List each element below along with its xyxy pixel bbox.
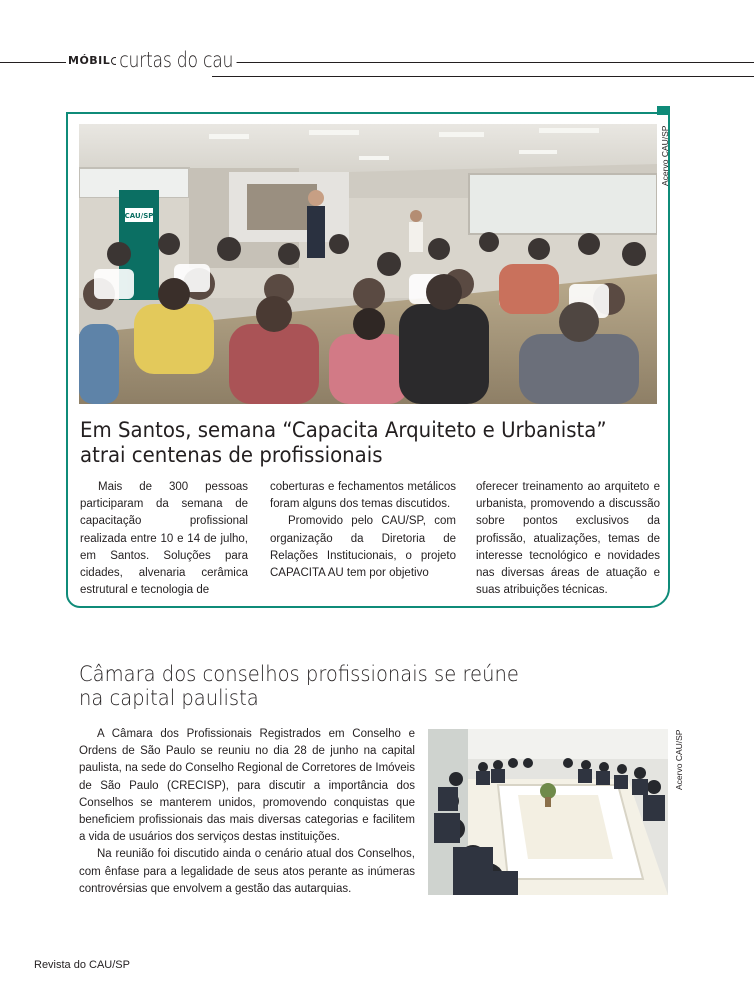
article1-col3-text: oferecer treinamento ao arquiteto e urbanista, promovendo a discussão sobre pontos exclusivos da profissão, atualizações, temas de interesse tecnológico e novidades nas diversas áreas de atuação e suas atribuições técnicas. <box>476 481 660 597</box>
header-rule-right <box>212 76 754 77</box>
article2-title-line1: Câmara dos conselhos profissionais se reúne <box>79 662 519 686</box>
article1-title <box>80 418 625 468</box>
article1-title-line2: atrai centenas de profissionais <box>80 443 383 467</box>
seminar-photo <box>79 124 657 404</box>
article2-body <box>79 726 415 898</box>
article2-title-line2: na capital paulista <box>79 686 259 710</box>
article1-column-1 <box>80 479 248 599</box>
article1-col2-text-a: coberturas e fechamentos metálicos foram alguns dos temas discutidos. <box>270 481 456 511</box>
article1-title-line1: Em Santos, semana “Capacita Arquiteto e Urbanista” <box>80 418 607 442</box>
seminar-photo-illustration <box>79 124 657 404</box>
article1-column-2 <box>270 479 456 582</box>
magazine-logo: MÓBIL <box>66 54 121 67</box>
photo-credit-1: Acervo CAU/SP <box>660 125 670 186</box>
frame-corner-tab <box>657 106 670 115</box>
article2-paragraph-1: A Câmara dos Profissionais Registrados em Conselho e Ordens de São Paulo se reuniu no dia 28 de junho na capital paulista, na sede do Conselho Regional de Corretores de Imóveis de São Paulo (CRECISP), para discutir a importância dos Conselhos se manterem unidos, promovendo conquistas que beneficiem profissionais das mais diversas categorias e facilitem a vida de usuários dos serviços destas instituições. <box>79 728 415 844</box>
article2-title <box>79 662 581 710</box>
section-title: curtas do cau <box>116 48 236 72</box>
page-footer: Revista do CAU/SP <box>34 959 130 971</box>
photo-credit-2: Acervo CAU/SP <box>674 729 684 790</box>
meeting-photo-illustration <box>428 729 668 895</box>
article1-col2-text-b: Promovido pelo CAU/SP, com organização da Diretoria de Relações Institucionais, o projeto CAPACITA AU tem por objetivo <box>270 515 456 580</box>
article2-paragraph-2: Na reunião foi discutido ainda o cenário atual dos Conselhos, com ênfase para a legalidade de seus atos perante as inúmeras controvérsias que envolvem a gestão das autarquias. <box>79 848 415 895</box>
article1-column-3 <box>476 479 660 599</box>
meeting-photo <box>428 729 668 895</box>
article1-col1-text: Mais de 300 pessoas participaram da semana de capacitação profissional realizada entre 10 e 14 de julho, em Santos. Soluções para cidades, alvenaria cerâmica estrutural e tecnologia de <box>80 481 248 597</box>
banner-text: CAU/SP <box>124 212 154 220</box>
